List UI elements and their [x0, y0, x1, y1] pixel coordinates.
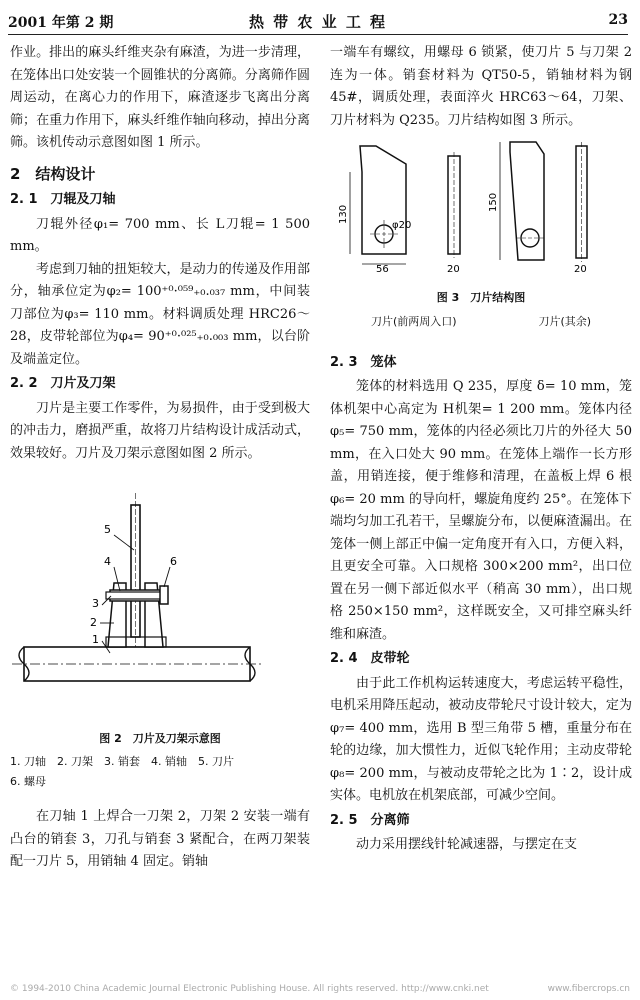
s23-paragraph: 笼体的材料选用 Q 235，厚度 δ= 10 mm，笼体机架中心高定为 H机架= 1 200 mm。笼体内径φ₅= 750 mm，笼体的内径必须比刀片的外径大 50 mm，在入口处大 90 mm。在笼体上端作一长方形盖，用销连接，便于维修和清理，在盖板上焊 6 根φ₆= 20 mm 的导向杆，螺旋角度约 25°。在笼体下端均匀加工孔若干，呈螺旋分布，以便麻渣漏出。在笼体一侧上部正中偏一定角度开有入口，方便入料，且更安全可靠。入口规格 300×200 mm²，出口位置在另一侧下部近似水平（稍高 30 mm），出口规格 250×150 mm²，这样既安全，又可排空麻头纤维和麻渣。	[330, 379, 632, 642]
intro-paragraph: 作业。排出的麻头纤维夹杂有麻渣，为进一步清理，在笼体出口处安装一个圆锥状的分离筛。分离筛作圆周运动，在离心力的作用下，麻渣逐步飞离出分离筛；在重力作用下，麻头纤维作轴向移动，掉出分离筛。该机传动示意图如图 1 所示。	[10, 45, 310, 150]
pin-4	[106, 592, 166, 599]
s21-paragraph-2: 考虑到刀轴的扭矩较大，是动力的传递及作用部分，轴承位定为φ₂= 100⁺⁰·⁰⁵⁹₊₀.₀₃₇ mm，中间装刀部位为φ₃= 110 mm。材料调质处理 HRC26～28，皮带轮部位为φ₄= 90⁺⁰·⁰²⁵₊₀.₀₀₃ mm，以台阶及端盖定位。	[10, 261, 310, 367]
page-footer	[10, 984, 630, 994]
callout-5: 5	[104, 523, 111, 536]
s25-paragraph: 动力采用摆线针轮减速器，与摆定在支	[356, 837, 578, 852]
figure-2-legend-line-1: 1. 刀轴 2. 刀架 3. 销套 4. 销轴 5. 刀片	[10, 755, 234, 768]
s24-paragraph: 由于此工作机构运转速度大，考虑运转平稳性，电机采用降压起动，被动皮带轮尺寸设计较大，定为φ₇= 400 mm，选用 B 型三角带 5 槽，重量分布在轮的边缘，加大惯性力，近似飞轮作用；主动皮带轮φ₈= 200 mm，与被动皮带轮之比为 1∶2，设计成实体。电机放在机架底部，可减少空间。	[330, 675, 632, 803]
figure-3-caption: 图 3 刀片结构图	[436, 290, 526, 304]
left-column	[10, 42, 310, 874]
callout-6: 6	[170, 555, 177, 568]
top-paragraph: 一端车有螺纹，用螺母 6 锁紧，使刀片 5 与刀架 2 连为一体。销套材料为 QT50-5，销轴材料为钢 45#，调质处理，表面淬火 HRC63～64，刀架、刀片材料为 Q235。刀片结构如图 3 所示。	[330, 45, 632, 128]
figure-2-drawing	[10, 465, 310, 715]
section-2-5-heading: 2. 5 分离筛	[330, 812, 410, 828]
s21-paragraph-1: 刀辊外径φ₁= 700 mm、长 L刀辊= 1 500 mm。	[10, 216, 310, 254]
dim-56: 56	[376, 264, 389, 274]
dim-130: 130	[338, 204, 349, 224]
figure-2-legend-line-2: 6. 螺母	[10, 775, 46, 788]
callout-4: 4	[104, 555, 111, 568]
blade-b-front	[510, 142, 544, 260]
callout-2: 2	[90, 616, 97, 629]
right-column	[330, 42, 632, 857]
figure-3-subcaptions	[330, 311, 632, 334]
section-2-3-heading: 2. 3 笼体	[330, 354, 397, 370]
nut-6	[160, 586, 168, 604]
section-2-1-heading: 2. 1 刀辊及刀轴	[10, 192, 116, 207]
bottom-paragraph: 在刀轴 1 上焊合一刀架 2，刀架 2 安装一端有凸台的销套 3，刀孔与销套 3 紧配合，在两刀架装配一刀片 5，用销轴 4 固定。销轴	[10, 809, 310, 869]
figure-3	[330, 132, 632, 334]
cnki-url: http://www.cnki.net	[401, 984, 489, 994]
page-header	[8, 8, 628, 35]
watermark-text: www.fibercrops.cn	[547, 984, 630, 994]
dim-20-a: 20	[447, 264, 460, 274]
section-2-4-heading: 2. 4 皮带轮	[330, 651, 410, 666]
section-2-heading: 2 结构设计	[10, 164, 96, 183]
page-number: 23	[608, 12, 628, 28]
sub-caption-left: 刀片(前两周入口)	[370, 315, 457, 328]
dim-phi20: φ20	[392, 220, 412, 231]
issue-label: 2001 年第 2 期	[8, 15, 114, 31]
callout-3: 3	[92, 597, 99, 610]
dim-150: 150	[488, 192, 499, 212]
dim-20-b: 20	[574, 264, 587, 274]
copyright-text: © 1994-2010 China Academic Journal Electronic Publishing House. All rights reserved.	[10, 984, 399, 994]
section-2-2-heading: 2. 2 刀片及刀架	[10, 376, 116, 391]
journal-title: 热 带 农 业 工 程	[248, 13, 388, 31]
figure-2	[10, 465, 310, 792]
sub-caption-right: 刀片(其余)	[538, 315, 592, 328]
figure-3-drawing	[330, 132, 632, 274]
figure-2-caption: 图 2 刀片及刀架示意图	[99, 731, 221, 745]
s22-paragraph-1: 刀片是主要工作零件，为易损件，由于受到极大的冲击力，磨损严重，故将刀片结构设计成活动式，效果较好。刀片及刀架示意图如图 2 所示。	[10, 400, 310, 461]
leader-6	[164, 567, 170, 587]
blade-a-front	[360, 146, 406, 254]
callout-1: 1	[92, 633, 99, 646]
